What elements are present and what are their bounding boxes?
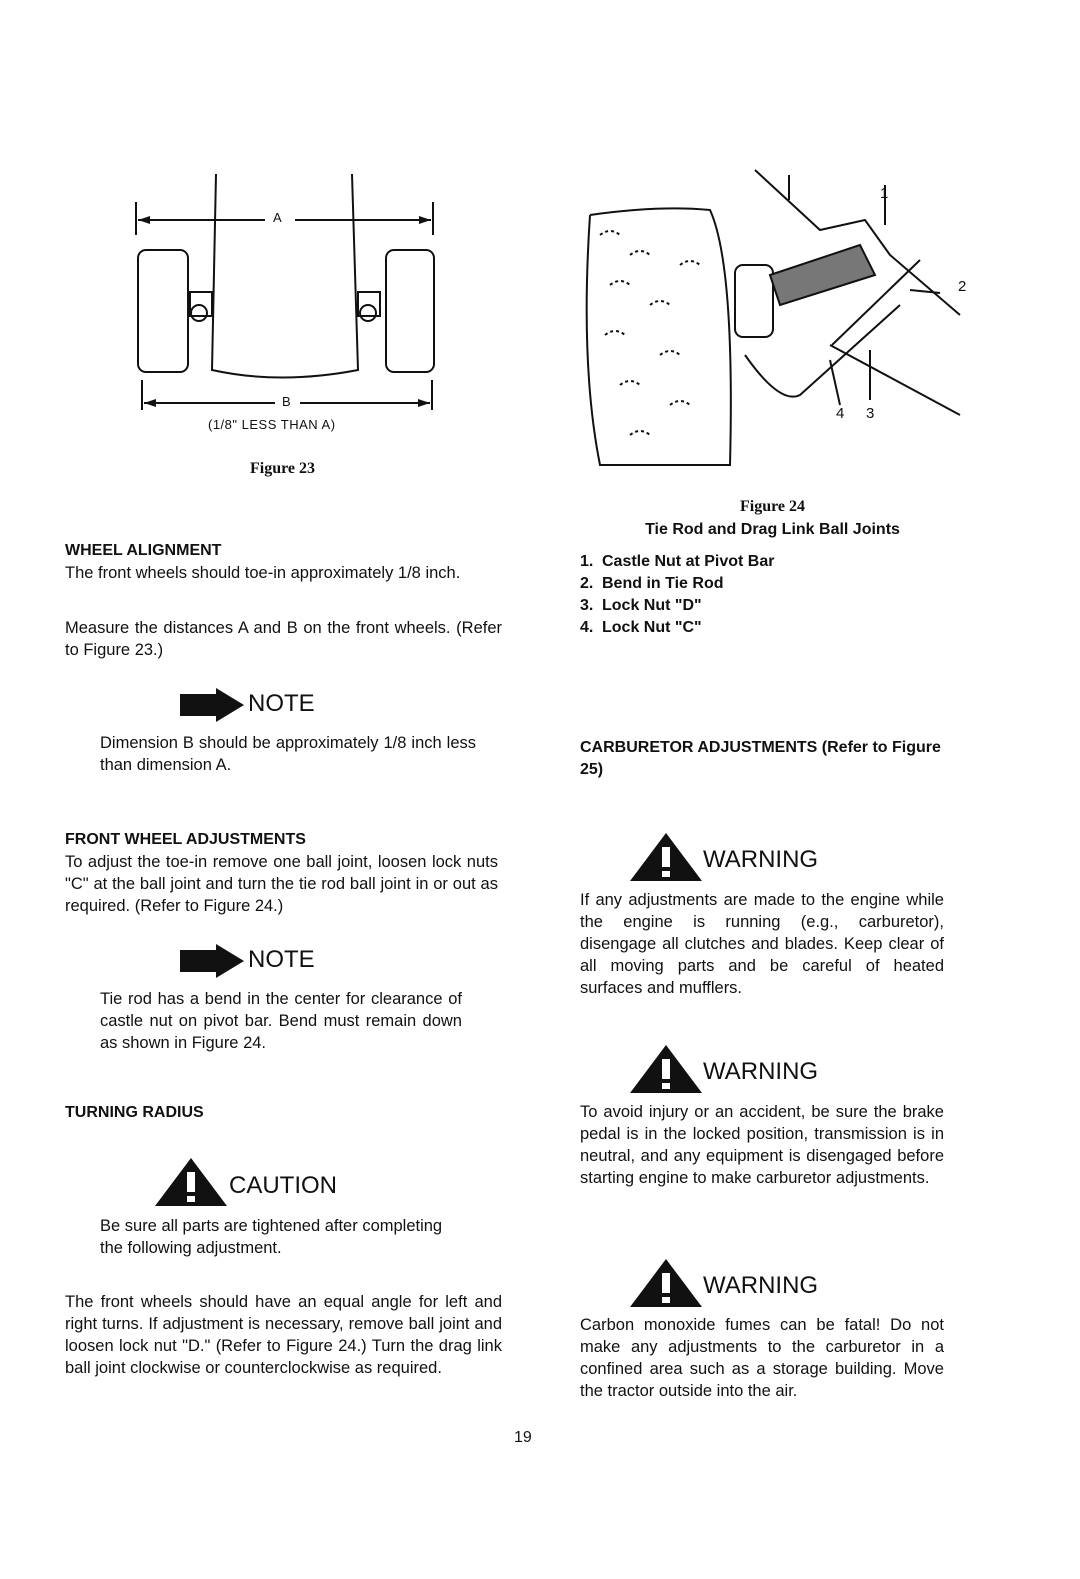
dimension-note: (1/8" LESS THAN A) (208, 417, 336, 432)
warning-triangle-icon (630, 1045, 702, 1093)
callout-2: 2 (958, 278, 967, 295)
warning-3-text: Carbon monoxide fumes can be fatal! Do not make any adjustments to the carburetor in a confined area such as a storage building. Move the tractor outside into the air. (580, 1316, 944, 1400)
legend-item: 3. Lock Nut "D" (580, 597, 702, 614)
tie-rod-illustration (560, 165, 990, 475)
turning-radius-heading: TURNING RADIUS (65, 1104, 204, 1121)
caution-triangle-icon (155, 1158, 227, 1206)
figure-23-caption: Figure 23 (250, 460, 316, 477)
warning-callout-2 (630, 1045, 819, 1098)
legend-item: 4. Lock Nut "C" (580, 619, 702, 636)
warning-label: WARNING (703, 1272, 819, 1299)
carburetor-adjustments-heading: CARBURETOR ADJUSTMENTS (Refer to Figure 25) (580, 739, 941, 778)
page-number: 19 (514, 1429, 532, 1446)
legend-item: 1. Castle Nut at Pivot Bar (580, 553, 775, 570)
figure-23 (120, 160, 460, 490)
figure-24 (560, 165, 990, 475)
wheel-alignment-heading: WHEEL ALIGNMENT (65, 542, 222, 559)
note-arrow-icon (180, 688, 246, 722)
note-label: NOTE (248, 946, 315, 973)
figure-24-caption: Figure 24 (739, 498, 806, 515)
figure-24-title: Tie Rod and Drag Link Ball Joints (645, 521, 900, 538)
wheel-alignment-text: The front wheels should toe-in approximately 1/8 inch. (65, 564, 461, 582)
note-label: NOTE (248, 690, 315, 717)
callout-1: 1 (880, 185, 889, 202)
warning-label: WARNING (703, 846, 819, 873)
caution-label: CAUTION (229, 1172, 337, 1199)
legend-item: 2. Bend in Tie Rod (580, 575, 724, 592)
warning-triangle-icon (630, 1259, 702, 1307)
warning-label: WARNING (703, 1058, 819, 1085)
callout-4: 4 (836, 405, 845, 422)
note-callout-2 (180, 944, 315, 983)
note-2-text: Tie rod has a bend in the center for clearance of castle nut on pivot bar. Bend must remain down as shown in Figure 24. (100, 990, 462, 1052)
callout-3: 3 (866, 405, 875, 422)
warning-triangle-icon (630, 833, 702, 881)
figure-24-legend (580, 551, 774, 639)
note-1-text: Dimension B should be approximately 1/8 inch less than dimension A. (100, 734, 476, 774)
note-callout-1 (180, 688, 315, 727)
caution-text: Be sure all parts are tightened after completing the following adjustment. (100, 1217, 443, 1257)
warning-2-text: To avoid injury or an accident, be sure the brake pedal is in the locked position, transmission is in neutral, and any equipment is disengaged before starting engine to make carburetor adjustments. (580, 1103, 944, 1187)
dimension-a-label: A (273, 210, 282, 225)
warning-callout-1 (630, 833, 819, 886)
front-wheel-adjustments-text: To adjust the toe-in remove one ball joint, loosen lock nuts "C" at the ball joint and turn the tie rod ball joint in or out as required. (Refer to Figure 24.) (65, 853, 498, 915)
wheel-alignment-measure-text: Measure the distances A and B on the front wheels. (Refer to Figure 23.) (65, 619, 502, 659)
front-wheel-adjustments-heading: FRONT WHEEL ADJUSTMENTS (65, 831, 306, 848)
caution-callout (155, 1158, 337, 1211)
turning-radius-text: The front wheels should have an equal angle for left and right turns. If adjustment is necessary, remove ball joint and loosen lock nut "D." (Refer to Figure 24.) Turn the drag link ball joint clockwise or counterclockwise as required. (65, 1293, 502, 1377)
warning-callout-3 (630, 1259, 819, 1312)
warning-1-text: If any adjustments are made to the engine while the engine is running (e.g., carburetor), disengage all clutches and blades. Keep clear of all moving parts and be careful of heated surfaces and mufflers. (580, 891, 944, 997)
note-arrow-icon (180, 944, 246, 978)
dimension-b-label: B (282, 394, 291, 409)
